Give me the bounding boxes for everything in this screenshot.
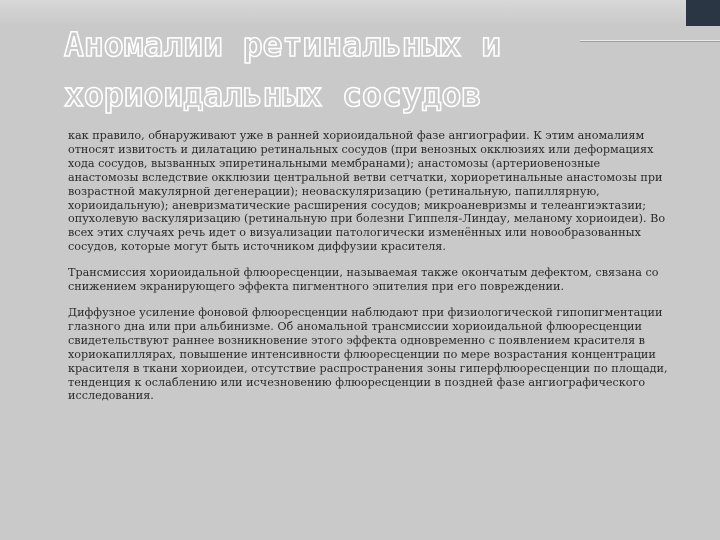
paragraph-choroidal-transmission: Трансмиссия хориоидальной флюоресценции, называемая также окончатым дефектом, связана со снижением экранирующего эффекта пигментного эпителия при его повреждении. [68, 266, 659, 294]
slide-title: Аномалии ретинальных и хориоидальных сосудов [64, 25, 502, 114]
slide-body [68, 129, 668, 403]
paragraph-vascular-anomalies: как правило, обнаруживают уже в ранней хориоидальной фазе ангиографии. К этим аномалиям относят извитость и дилатацию ретинальных сосудов (при венозных окклюзиях или деформациях хода сосудов, вызванных эпиретинальными мембранами); анастомозы (артериовенозные анастомозы вследствие окклюзии центральной ветви сетчатки, хориоретинальные анастомозы при возрастной макулярной дегенерации); неоваскуляризацию (ретинальную, папиллярную, хориоидальную); аневризматические расширения сосудов; микроаневризмы и телеангиэктазии; опухолевую васкуляризацию (ретинальную при болезни Гиппеля-Линдау, меланому хориоидеи). Во всех этих случаях речь идет о визуализации патологически изменённых или новообразованных сосудов, которые могут быть источником диффузии красителя. [68, 129, 666, 254]
paragraph-diffuse-fluorescence: Диффузное усиление фоновой флюоресценции наблюдают при физиологической гипопигментации глазного дна или при альбинизме. Об аномальной трансмиссии хориоидальной флюоресценции свидетельствуют раннее возникновение этого эффекта одновременно с появлением красителя в хориокапиллярах, повышение интенсивности флюоресценции по мере возрастания концентрации красителя в ткани хориоидеи, отсутствие распространения зоны гиперфлюоресценции по площади, тенденция к ослаблению или исчезновению флюоресценции в поздней фазе ангиографического исследования. [68, 305, 668, 403]
